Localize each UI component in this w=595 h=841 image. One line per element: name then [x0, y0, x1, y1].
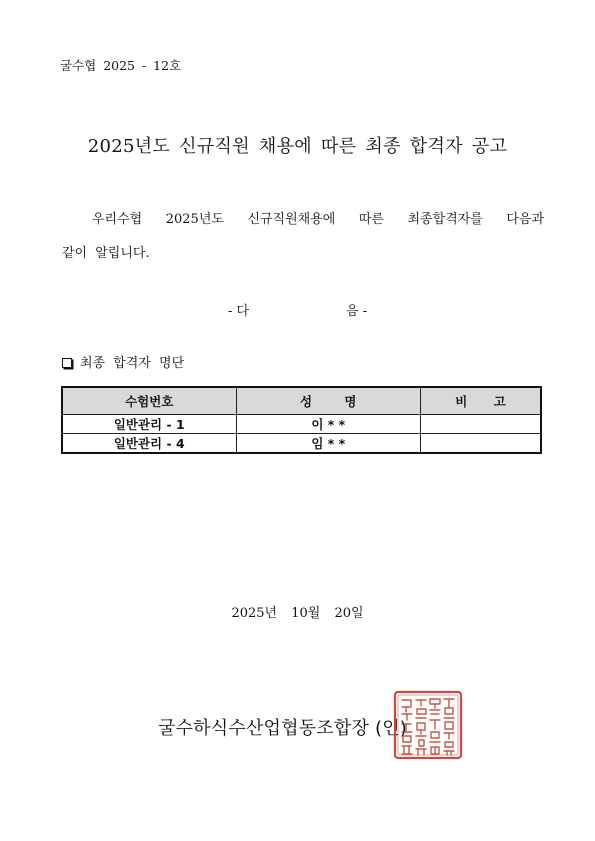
header-remarks: 비 고: [420, 387, 541, 415]
section-heading-text: 최종 합격자 명단: [80, 356, 185, 371]
table-row: [62, 415, 541, 434]
cell-remarks: [420, 415, 541, 434]
cell-name: 임 * *: [236, 434, 420, 454]
body-paragraph-line-1: 우리수협 2025년도 신규직원채용에 따른 최종합격자를 다음과: [92, 212, 544, 227]
cell-exam-number: 일반관리 - 4: [62, 434, 236, 454]
issuer-title: 굴수하식수산업협동조합장: [158, 718, 370, 739]
table-row: [62, 434, 541, 454]
issuer-name: [158, 714, 407, 740]
table-header-row: [62, 387, 541, 415]
following-label-left: - 다: [228, 304, 250, 319]
checkbox-square-icon: [62, 358, 72, 368]
announcement-date: 2025년 10월 20일: [231, 606, 364, 621]
header-exam-number: 수험번호: [62, 387, 236, 415]
seal-mark: (인): [374, 718, 408, 739]
cell-remarks: [420, 434, 541, 454]
official-seal-stamp: [393, 690, 463, 760]
document-number: 굴수협 2025 - 12호: [60, 58, 182, 73]
header-name: 성 명: [236, 387, 420, 415]
cell-name: 이 * *: [236, 415, 420, 434]
section-heading: [62, 352, 184, 371]
page-title: 2025년도 신규직원 채용에 따른 최종 합격자 공고: [87, 136, 508, 157]
following-label-right: 음 -: [346, 304, 368, 319]
successful-candidates-table: [61, 386, 542, 454]
body-paragraph-line-2: 같이 알립니다.: [62, 246, 150, 261]
cell-exam-number: 일반관리 - 1: [62, 415, 236, 434]
